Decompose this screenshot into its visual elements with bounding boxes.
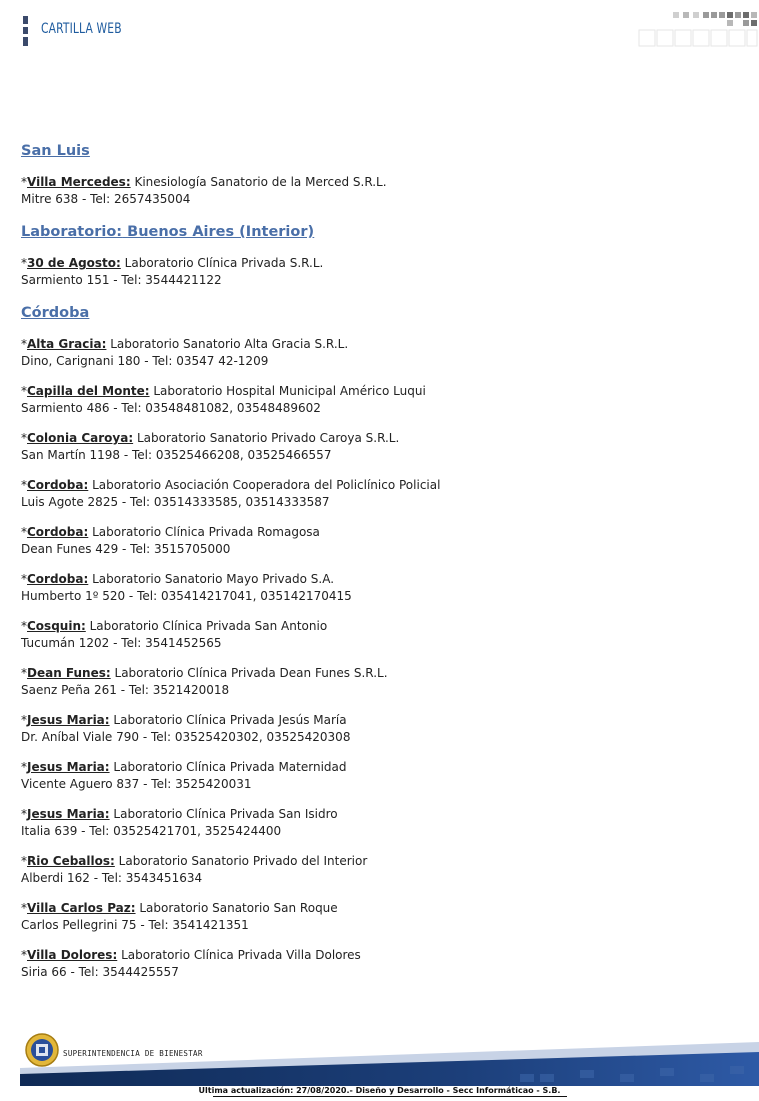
provider-name: Laboratorio Sanatorio Mayo Privado S.A. <box>92 572 335 586</box>
provider-address: Sarmiento 151 - Tel: 3544421122 <box>21 273 222 287</box>
provider-city[interactable]: Cordoba: <box>27 572 89 586</box>
header-pixel-decoration <box>637 10 759 50</box>
section-title-part[interactable]: Córdoba <box>21 305 90 321</box>
provider-entry: *Jesus Maria: Laboratorio Clínica Privada San Isidro Italia 639 - Tel: 03525421701, 3525424400 <box>21 807 338 838</box>
provider-city[interactable]: Jesus Maria: <box>27 713 110 727</box>
provider-name: Laboratorio Asociación Cooperadora del Policlínico Policial <box>92 478 441 492</box>
provider-address: Mitre 638 - Tel: 2657435004 <box>21 192 191 206</box>
provider-address: Luis Agote 2825 - Tel: 03514333585, 03514333587 <box>21 495 330 509</box>
section-title-part[interactable]: Laboratorio: <box>21 224 123 240</box>
provider-address: Dr. Aníbal Viale 790 - Tel: 03525420302, 03525420308 <box>21 730 351 744</box>
provider-address: San Martín 1198 - Tel: 03525466208, 03525466557 <box>21 448 332 462</box>
provider-entry: *Alta Gracia: Laboratorio Sanatorio Alta Gracia S.R.L. Dino, Carignani 180 - Tel: 03547 42-1209 <box>21 337 349 368</box>
provider-city[interactable]: Rio Ceballos: <box>27 854 115 868</box>
provider-city[interactable]: Villa Mercedes: <box>27 175 131 189</box>
provider-entry: *Villa Dolores: Laboratorio Clínica Privada Villa Dolores Siria 66 - Tel: 3544425557 <box>21 948 361 979</box>
provider-address: Dean Funes 429 - Tel: 3515705000 <box>21 542 231 556</box>
provider-name: Laboratorio Clínica Privada Romagosa <box>92 525 320 539</box>
header-accent-bar <box>23 16 28 46</box>
provider-address: Siria 66 - Tel: 3544425557 <box>21 965 179 979</box>
provider-name: Laboratorio Clínica Privada San Isidro <box>113 807 338 821</box>
provider-entry: *30 de Agosto: Laboratorio Clínica Privada S.R.L. Sarmiento 151 - Tel: 3544421122 <box>21 256 324 287</box>
provider-address: Italia 639 - Tel: 03525421701, 3525424400 <box>21 824 282 838</box>
provider-city[interactable]: 30 de Agosto: <box>27 256 121 270</box>
footer-update-text: Ultima actualización: 27/08/2020.- Diseño y Desarrollo - Secc Informáticao - S.B. <box>198 1086 561 1095</box>
provider-name: Laboratorio Sanatorio Privado del Interior <box>118 854 368 868</box>
provider-name: Laboratorio Clínica Privada Dean Funes S.R.L. <box>114 666 388 680</box>
provider-name: Laboratorio Clínica Privada Villa Dolores <box>121 948 361 962</box>
provider-entry: *Cosquin: Laboratorio Clínica Privada San Antonio Tucumán 1202 - Tel: 3541452565 <box>21 619 328 650</box>
provider-name: Kinesiología Sanatorio de la Merced S.R.L. <box>134 175 387 189</box>
provider-entry: *Cordoba: Laboratorio Clínica Privada Romagosa Dean Funes 429 - Tel: 3515705000 <box>21 525 320 556</box>
section-title[interactable] <box>21 221 741 243</box>
provider-entry: *Colonia Caroya: Laboratorio Sanatorio Privado Caroya S.R.L. San Martín 1198 - Tel: 03525466208, 03525466557 <box>21 431 400 462</box>
org-seal-icon <box>26 1034 58 1066</box>
provider-city[interactable]: Dean Funes: <box>27 666 111 680</box>
provider-city[interactable]: Alta Gracia: <box>27 337 107 351</box>
section-title[interactable] <box>21 302 741 324</box>
header-title: CARTILLA WEB <box>41 21 122 37</box>
provider-address: Carlos Pellegrini 75 - Tel: 3541421351 <box>21 918 249 932</box>
provider-entry: *Jesus Maria: Laboratorio Clínica Privada Maternidad Vicente Aguero 837 - Tel: 3525420031 <box>21 760 347 791</box>
provider-city[interactable]: Cosquin: <box>27 619 86 633</box>
section-title-part[interactable]: Buenos Aires (Interior) <box>127 224 315 240</box>
directory-content <box>21 140 741 994</box>
provider-entry: *Dean Funes: Laboratorio Clínica Privada Dean Funes S.R.L. Saenz Peña 261 - Tel: 3521420018 <box>21 666 388 697</box>
provider-entry: *Villa Mercedes: Kinesiología Sanatorio de la Merced S.R.L. Mitre 638 - Tel: 2657435004 <box>21 175 387 206</box>
provider-name: Laboratorio Sanatorio Alta Gracia S.R.L. <box>110 337 349 351</box>
provider-entry: *Cordoba: Laboratorio Sanatorio Mayo Privado S.A. Humberto 1º 520 - Tel: 035414217041, 035142170415 <box>21 572 352 603</box>
provider-city[interactable]: Villa Dolores: <box>27 948 118 962</box>
provider-entry: *Capilla del Monte: Laboratorio Hospital Municipal Américo Luqui Sarmiento 486 - Tel: 03548481082, 03548489602 <box>21 384 426 415</box>
provider-name: Laboratorio Clínica Privada San Antonio <box>89 619 328 633</box>
provider-address: Tucumán 1202 - Tel: 3541452565 <box>21 636 222 650</box>
provider-city[interactable]: Jesus Maria: <box>27 807 110 821</box>
provider-name: Laboratorio Sanatorio Privado Caroya S.R.L. <box>136 431 400 445</box>
provider-entry: *Jesus Maria: Laboratorio Clínica Privada Jesús María Dr. Aníbal Viale 790 - Tel: 03525420302, 03525420308 <box>21 713 351 744</box>
provider-city[interactable]: Capilla del Monte: <box>27 384 150 398</box>
section-title[interactable] <box>21 140 741 162</box>
provider-city[interactable]: Cordoba: <box>27 478 89 492</box>
provider-name: Laboratorio Clínica Privada Jesús María <box>113 713 347 727</box>
provider-city[interactable]: Villa Carlos Paz: <box>27 901 136 915</box>
provider-address: Dino, Carignani 180 - Tel: 03547 42-1209 <box>21 354 269 368</box>
page-header <box>0 0 759 60</box>
provider-address: Sarmiento 486 - Tel: 03548481082, 03548489602 <box>21 401 321 415</box>
footer-org-name: SUPERINTENDENCIA DE BIENESTAR <box>63 1049 203 1058</box>
provider-city[interactable]: Colonia Caroya: <box>27 431 134 445</box>
provider-address: Vicente Aguero 837 - Tel: 3525420031 <box>21 777 252 791</box>
provider-city[interactable]: Jesus Maria: <box>27 760 110 774</box>
provider-name: Laboratorio Sanatorio San Roque <box>139 901 338 915</box>
section-title-part[interactable]: San Luis <box>21 143 90 159</box>
provider-entry: *Villa Carlos Paz: Laboratorio Sanatorio San Roque Carlos Pellegrini 75 - Tel: 3541421351 <box>21 901 338 932</box>
provider-entry: *Cordoba: Laboratorio Asociación Cooperadora del Policlínico Policial Luis Agote 2825 - Tel: 03514333585, 03514333587 <box>21 478 441 509</box>
provider-city[interactable]: Cordoba: <box>27 525 89 539</box>
provider-name: Laboratorio Clínica Privada S.R.L. <box>124 256 324 270</box>
provider-address: Humberto 1º 520 - Tel: 035414217041, 035142170415 <box>21 589 352 603</box>
provider-address: Saenz Peña 261 - Tel: 3521420018 <box>21 683 230 697</box>
provider-entry: *Rio Ceballos: Laboratorio Sanatorio Privado del Interior Alberdi 162 - Tel: 3543451634 <box>21 854 368 885</box>
provider-name: Laboratorio Clínica Privada Maternidad <box>113 760 347 774</box>
provider-address: Alberdi 162 - Tel: 3543451634 <box>21 871 203 885</box>
provider-name: Laboratorio Hospital Municipal Américo Luqui <box>153 384 426 398</box>
footer-underline <box>213 1096 567 1097</box>
